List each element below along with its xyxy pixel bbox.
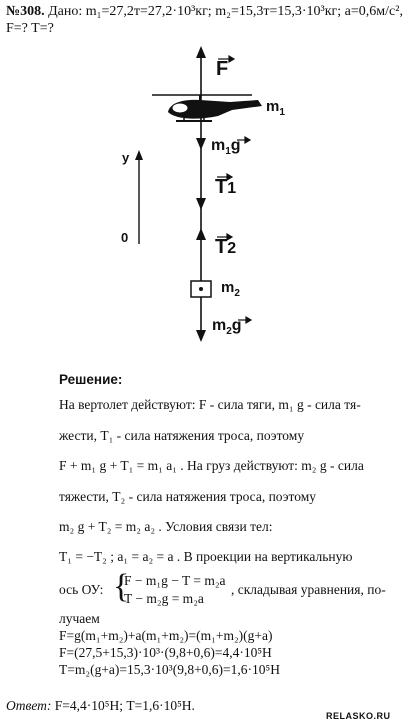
load-center: [199, 287, 203, 291]
label-T1: T1: [215, 176, 237, 198]
given-data: Дано: m₁=27,2т=27,2·10³кг; m₂=15,3т=15,3·10³кг; a=0,6м/с²,: [48, 4, 403, 19]
unknowns: F=? T=?: [6, 21, 54, 36]
solution-line: m₂ g + T₂ = m₂ a₂ . Условия связи тел:: [59, 519, 273, 534]
label-m1g: $m_1g$: [211, 137, 241, 158]
solution-line: T₁ = −T₂ ; a₁ = a₂ = a . В проекции на вертикальную: [59, 549, 353, 564]
equation: T=m₂(g+a)=15,3·10³(9,8+0,6)=1,6·10⁵Н: [59, 662, 280, 677]
system-brace: {: [113, 568, 130, 605]
system-eq2: T − m₂g = m₂a: [124, 591, 204, 606]
arrow-F-head: [196, 46, 206, 58]
solution-line: ось ОУ:: [59, 582, 104, 597]
solution-line: F + m₁ g + T₁ = m₁ a₁ . На груз действуют: m₂ g - сила: [59, 458, 364, 473]
answer: [6, 698, 195, 714]
arrow-T1-head: [196, 198, 206, 210]
solution-line: , складывая уравнения, по-: [231, 582, 386, 597]
arrow-T2-head: [196, 228, 206, 240]
y-axis-arrow: [135, 150, 143, 160]
helicopter-icon: [152, 95, 262, 121]
label-T2: T2: [215, 236, 237, 258]
label-F: F: [216, 58, 229, 80]
solution-line: тяжести, T₂ - сила натяжения троса, поэтому: [59, 489, 317, 504]
system-eq1: F − m₁g − T = m₂a: [124, 573, 226, 588]
arrow-m2g-head: [196, 330, 206, 342]
equation: F=(27,5+15,3)·10³·(9,8+0,6)=4,4·10⁵Н: [59, 645, 272, 660]
solution-line: жести, T₁ - сила натяжения троса, поэтому: [59, 428, 305, 443]
solution-line: лучаем: [59, 611, 100, 626]
label-m2g: $m_2g$: [212, 317, 242, 338]
label-m1: $m_1$: [266, 98, 285, 118]
problem-number: №308.: [6, 4, 45, 19]
answer-text: F=4,4·10⁵Н; T=1,6·10⁵Н.: [54, 698, 195, 713]
answer-label: Ответ:: [6, 698, 52, 713]
arrow-m1g-head: [196, 138, 206, 150]
solution-heading: Решение:: [59, 372, 123, 387]
axis-y-label: y: [122, 150, 130, 165]
label-m2: $m_2$: [221, 279, 240, 299]
watermark: RELASKO.RU: [326, 711, 391, 721]
solution-line: На вертолет действуют: F - сила тяги, m₁ g - сила тя-: [59, 397, 361, 412]
equation: F=g(m₁+m₂)+a(m₁+m₂)=(m₁+m₂)(g+a): [59, 628, 273, 643]
force-diagram: [0, 0, 411, 360]
axis-zero-label: 0: [121, 230, 129, 245]
